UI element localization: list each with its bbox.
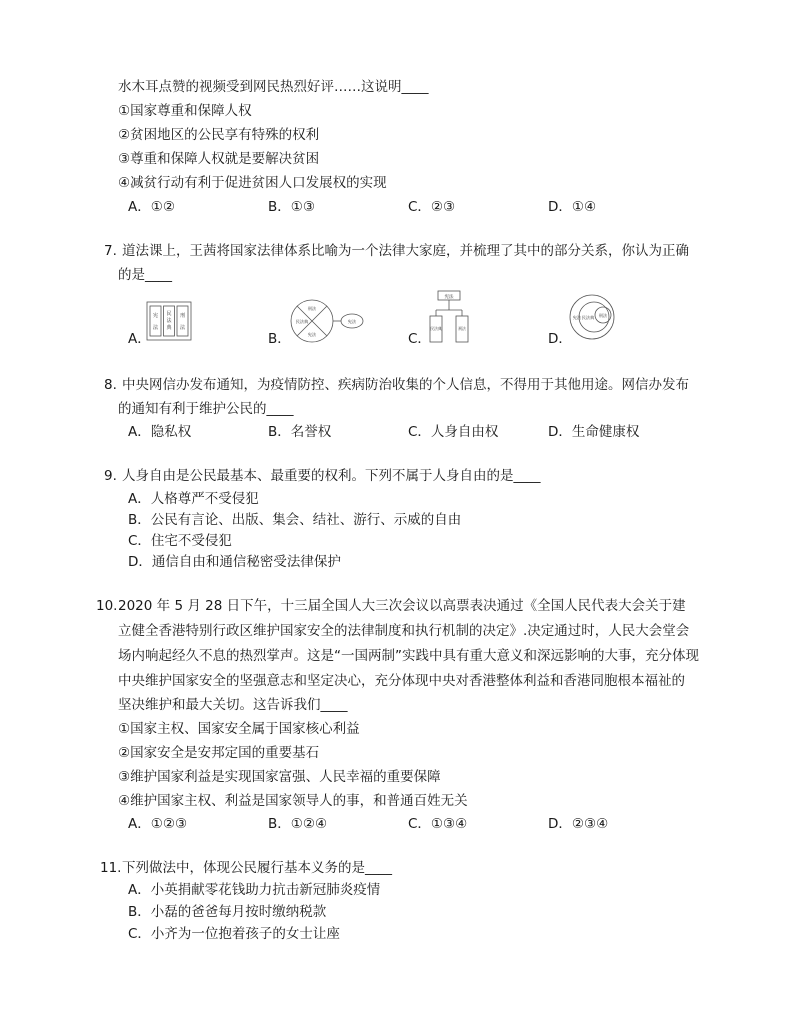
q8-option-a[interactable]: A．隐私权 bbox=[128, 424, 192, 440]
diag-d-text: 民法典 bbox=[581, 315, 595, 320]
q7-option-d[interactable]: D． bbox=[548, 331, 572, 347]
q10-item-2: ②国家安全是安邦定国的重要基石 bbox=[118, 745, 320, 761]
q9-stem: 人身自由是公民最基本、最重要的权利。下列不属于人身自由的是____ bbox=[122, 468, 541, 484]
q7-diagram-d bbox=[568, 293, 616, 341]
diag-a-text: 刑 bbox=[179, 313, 186, 319]
q10-item-4: ④维护国家主权、利益是国家领导人的事，和普通百姓无关 bbox=[118, 793, 468, 809]
diag-d-text: 宪法 bbox=[572, 315, 582, 320]
diag-a-text: 法 bbox=[179, 325, 186, 331]
q11-stem: 下列做法中，体现公民履行基本义务的是____ bbox=[122, 860, 392, 876]
q9-option-d[interactable]: D．通信自由和通信秘密受法律保护 bbox=[128, 554, 341, 570]
q7-option-b[interactable]: B． bbox=[268, 331, 291, 347]
q10-stem-line-1: 2020 年 5 月 28 日下午，十三届全国人大三次会议以高票表决通过《全国人民代表大会关于建 bbox=[118, 598, 686, 614]
q7-option-a[interactable]: A． bbox=[128, 331, 151, 347]
q10-option-b[interactable]: B．①②④ bbox=[268, 816, 328, 832]
diag-a-text: 法 bbox=[152, 325, 159, 331]
q7-diagram-c bbox=[426, 290, 474, 344]
q8-stem-line-2: 的通知有利于维护公民的____ bbox=[118, 401, 294, 417]
q9-option-c[interactable]: C．住宅不受侵犯 bbox=[128, 533, 232, 549]
q6-stem-continuation: 水木耳点赞的视频受到网民热烈好评……这说明____ bbox=[118, 79, 429, 95]
q10-stem-line-2: 立健全香港特别行政区维护国家安全的法律制度和执行机制的决定》.决定通过时，人民大会堂会 bbox=[118, 623, 690, 639]
diag-b-text: 宪法 bbox=[347, 319, 357, 324]
diag-c-text: 宪法 bbox=[444, 295, 454, 300]
q7-diagram-b bbox=[288, 297, 368, 345]
q7-stem-line-1: 道法课上，王茜将国家法律体系比喻为一个法律大家庭，并梳理了其中的部分关系，你认为正确 bbox=[122, 243, 689, 259]
diag-b-text: 刑法 bbox=[307, 306, 317, 311]
q8-number: 8. bbox=[104, 377, 117, 393]
q6-item-4: ④减贫行动有利于促进贫困人口发展权的实现 bbox=[118, 175, 387, 191]
q8-option-c[interactable]: C．人身自由权 bbox=[408, 424, 499, 440]
diag-a-text: 法 bbox=[166, 318, 172, 324]
q10-stem-line-3: 场内响起经久不息的热烈掌声。这是“一国两制”实践中具有重大意义和深远影响的大事，充分体现 bbox=[118, 648, 699, 664]
q7-option-c[interactable]: C． bbox=[408, 331, 431, 347]
q6-option-b[interactable]: B．①③ bbox=[268, 199, 315, 215]
q6-option-a[interactable]: A．①② bbox=[128, 199, 175, 215]
q7-number: 7. bbox=[104, 243, 117, 259]
diag-d-text: 刑法 bbox=[598, 313, 608, 318]
q6-option-c[interactable]: C．②③ bbox=[408, 199, 456, 215]
q6-item-2: ②贫困地区的公民享有特殊的权利 bbox=[118, 127, 320, 143]
q10-option-a[interactable]: A．①②③ bbox=[128, 816, 188, 832]
q9-option-a[interactable]: A．人格尊严不受侵犯 bbox=[128, 491, 259, 507]
q9-number: 9. bbox=[104, 468, 117, 484]
diag-c-text: 刑法 bbox=[458, 326, 466, 331]
q8-option-d[interactable]: D．生命健康权 bbox=[548, 424, 640, 440]
q8-option-b[interactable]: B．名誉权 bbox=[268, 424, 332, 440]
q8-stem-line-1: 中央网信办发布通知，为疫情防控、疾病防治收集的个人信息，不得用于其他用途。网信办发布 bbox=[122, 377, 689, 393]
q9-option-b[interactable]: B．公民有言论、出版、集会、结社、游行、示威的自由 bbox=[128, 512, 462, 528]
diag-a-text: 典 bbox=[166, 325, 172, 331]
q10-number: 10. bbox=[96, 598, 118, 614]
diag-b-text: 民法典 bbox=[295, 319, 309, 324]
q7-stem-line-2: 的是____ bbox=[118, 267, 172, 283]
q11-option-b[interactable]: B．小磊的爸爸每月按时缴纳税款 bbox=[128, 904, 327, 920]
diag-c-text: 民法典 bbox=[430, 326, 442, 331]
q10-option-d[interactable]: D．②③④ bbox=[548, 816, 609, 832]
q10-item-3: ③维护国家利益是实现国家富强、人民幸福的重要保障 bbox=[118, 769, 441, 785]
q6-option-d[interactable]: D．①④ bbox=[548, 199, 597, 215]
q10-option-c[interactable]: C．①③④ bbox=[408, 816, 468, 832]
diag-a-text: 宪 bbox=[152, 313, 159, 319]
q10-stem-line-5: 坚决维护和最大关切。这告诉我们____ bbox=[118, 697, 348, 713]
q6-item-1: ①国家尊重和保障人权 bbox=[118, 103, 252, 119]
diag-a-text: 民 bbox=[166, 311, 172, 317]
q11-number: 11. bbox=[100, 860, 122, 876]
q10-stem-line-4: 中央维护国家安全的坚强意志和坚定决心，充分体现中央对香港整体利益和香港同胞根本福祉的 bbox=[118, 673, 685, 689]
q7-diagram-a bbox=[146, 300, 192, 342]
q10-item-1: ①国家主权、国家安全属于国家核心利益 bbox=[118, 721, 360, 737]
q11-option-a[interactable]: A．小英捐献零花钱助力抗击新冠肺炎疫情 bbox=[128, 882, 381, 898]
q6-item-3: ③尊重和保障人权就是要解决贫困 bbox=[118, 151, 320, 167]
q11-option-c[interactable]: C．小齐为一位抱着孩子的女士让座 bbox=[128, 926, 340, 942]
diag-b-text: 宪法 bbox=[307, 332, 317, 337]
